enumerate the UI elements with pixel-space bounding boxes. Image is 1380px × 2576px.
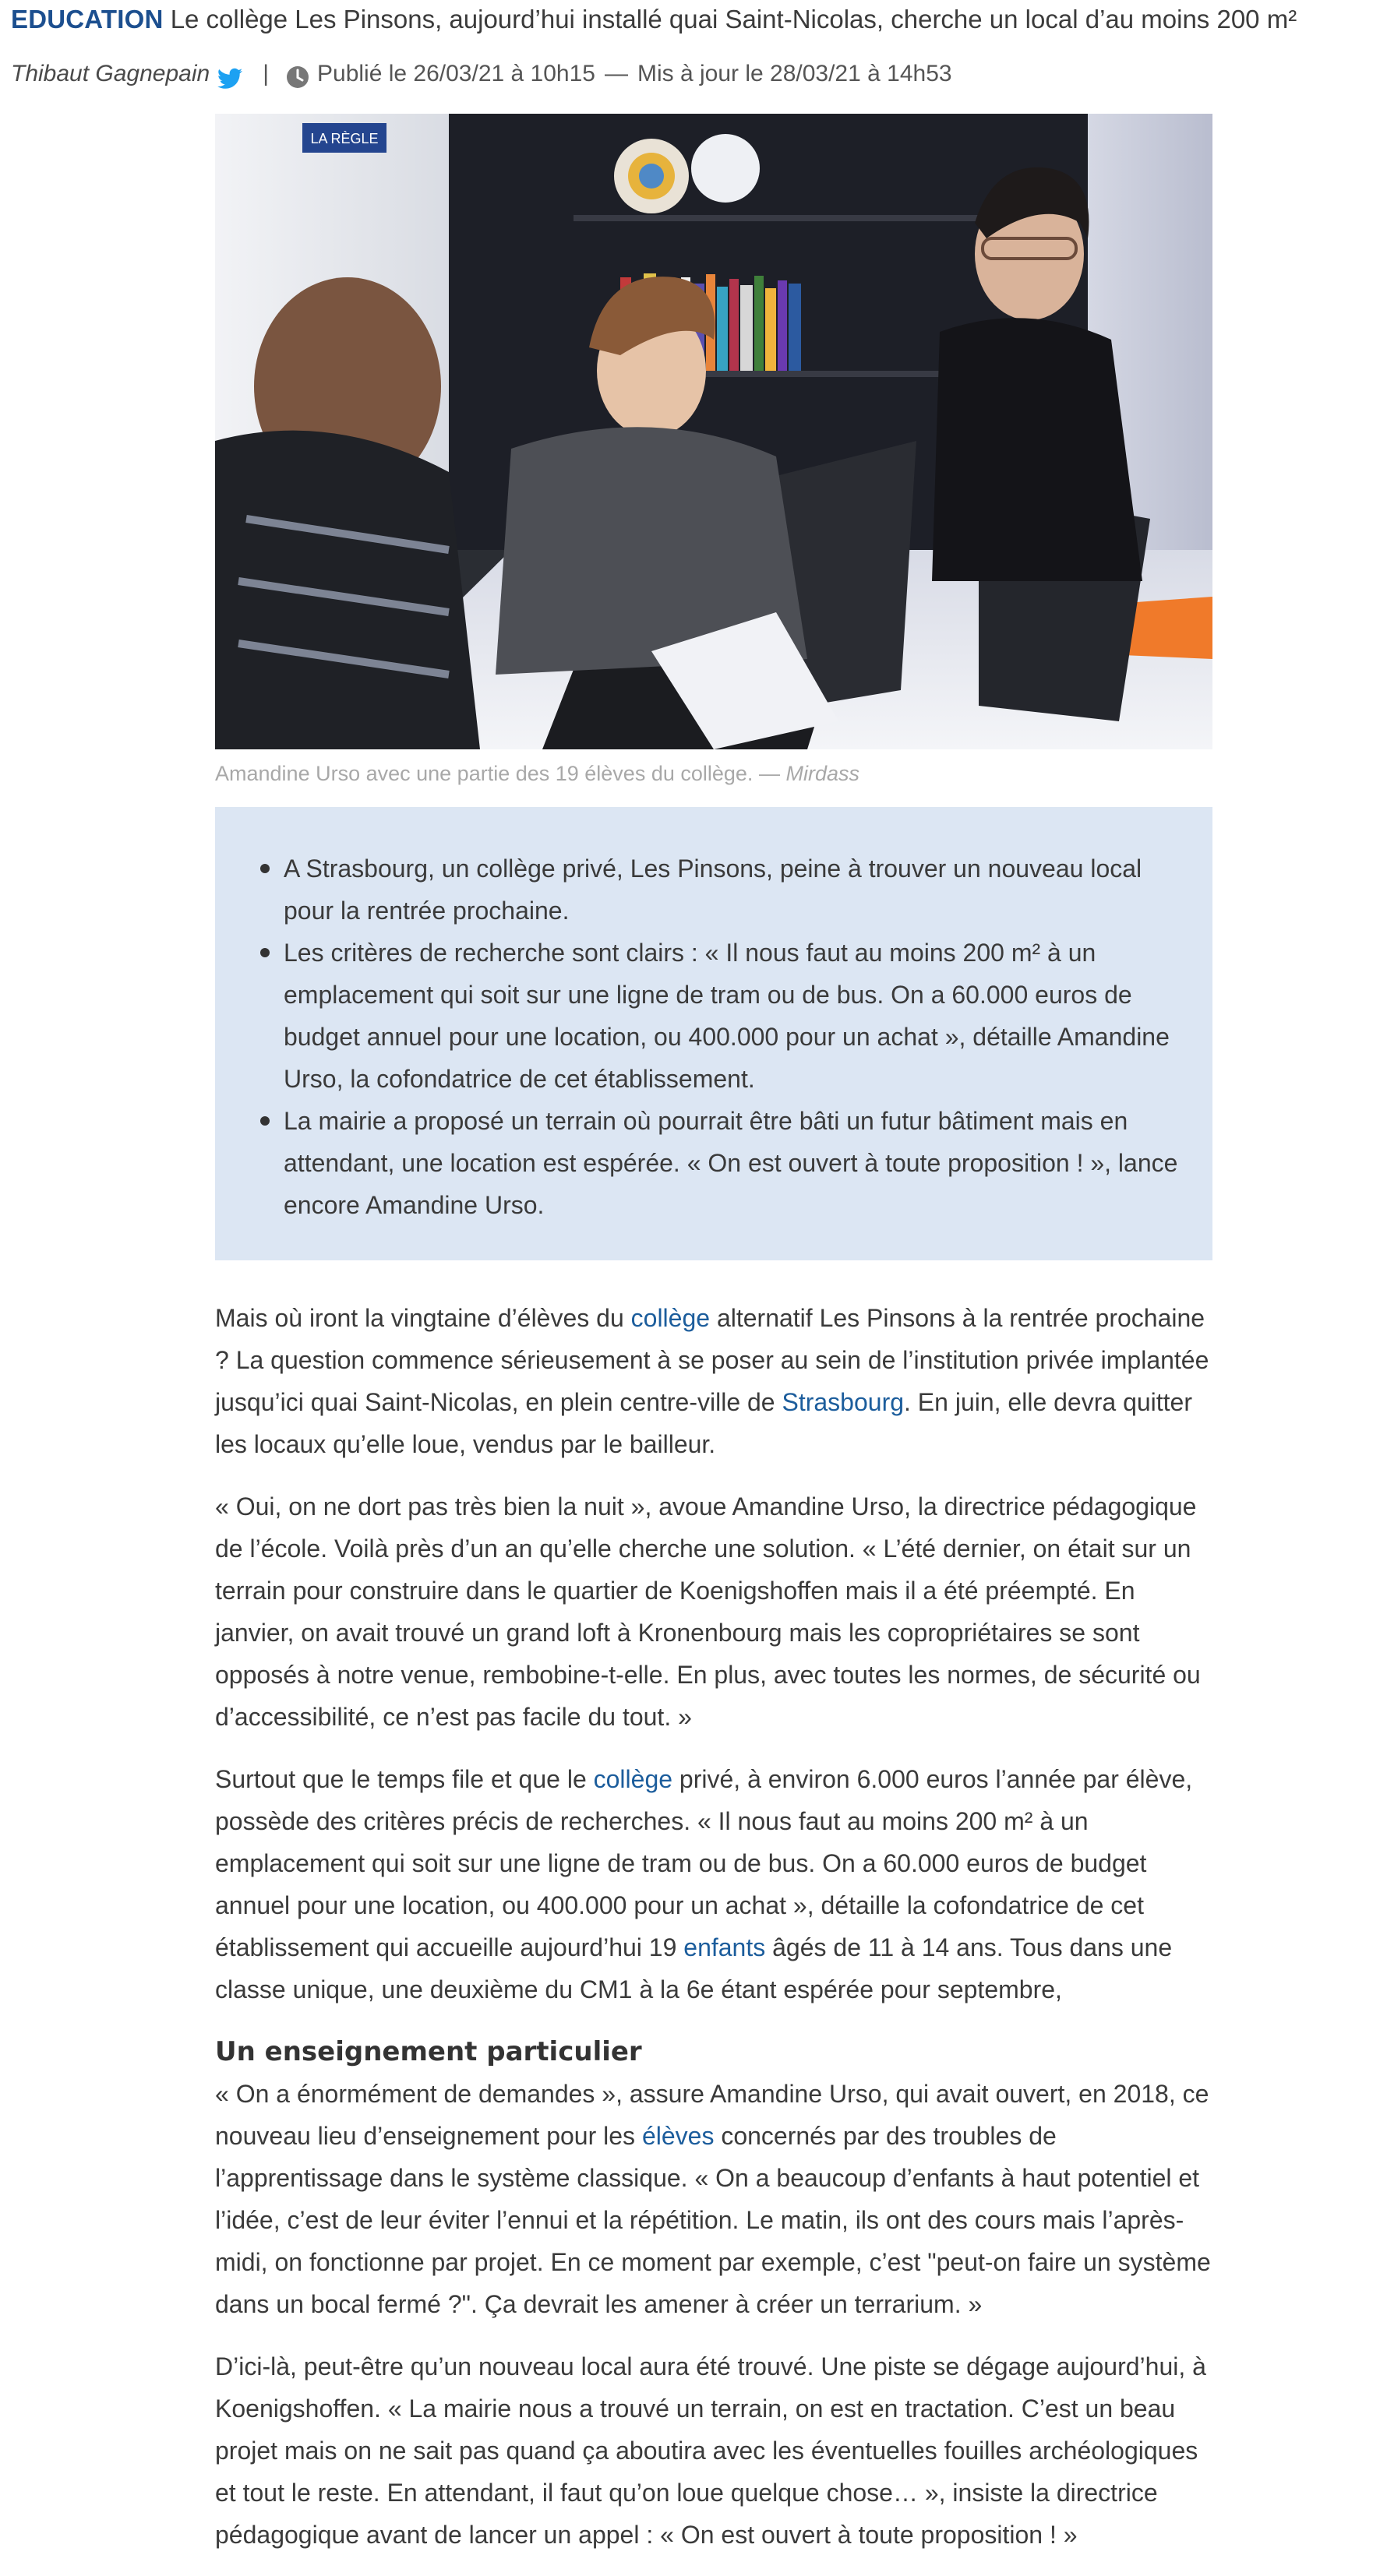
byline-separator: | (263, 61, 269, 86)
summary-item: A Strasbourg, un collège privé, Les Pinsons, peine à trouver un nouveau local pour la rentrée prochaine. (260, 848, 1188, 932)
link-college[interactable]: collège (630, 1304, 711, 1332)
article-paragraph: Mais où iront la vingtaine d’élèves du collège alternatif Les Pinsons à la rentrée prochaine ? La question commence sérieusement à se poser au sein de l’institution privée implantée jusqu’ici quai Saint-Nicolas, en plein centre-ville de Strasbourg. En juin, elle devra quitter les locaux qu’elle loue, vendus par le bailleur. (215, 1304, 1209, 1458)
link-college[interactable]: collège (593, 1765, 673, 1793)
article-paragraph: Surtout que le temps file et que le collège privé, à environ 6.000 euros l’année par élève, possède des critères précis de recherches. « Il nous faut au moins 200 m² à un emplacement qui soit sur une ligne de tram ou de bus. On a 60.000 euros de budget annuel pour une location, ou 400.000 pour un achat », détaille la cofondatrice de cet établissement qui accueille aujourd’hui 19 enfants âgés de 11 à 14 ans. Tous dans une classe unique, une deuxième du CM1 à la 6e étant espérée pour septembre, (215, 1765, 1193, 2003)
link-eleves[interactable]: élèves (641, 2122, 715, 2150)
article-paragraph: « On a énormément de demandes », assure Amandine Urso, qui avait ouvert, en 2018, ce nouveau lieu d’enseignement pour les élèves concernés par des troubles de l’apprentissage dans le système classique. « On a beaucoup d’enfants à haut potentiel et l’idée, c’est de leur éviter l’ennui et la répétition. Le matin, ils ont des cours mais l’après-midi, on fonctionne par projet. En ce moment par exemple, c’est "peut-on faire un système dans un bocal fermé ?". Ça devrait les amener à créer un terrarium. » (215, 2080, 1211, 2318)
updated-date: Mis à jour le 28/03/21 à 14h53 (637, 61, 952, 86)
link-strasbourg[interactable]: Strasbourg (782, 1388, 905, 1416)
section-subheading: Un enseignement particulier (215, 2036, 642, 2067)
twitter-icon[interactable] (217, 63, 242, 85)
summary-box (215, 807, 1212, 1260)
caption-text: Amandine Urso avec une partie des 19 élèves du collège. (215, 762, 754, 785)
section-tag[interactable]: EDUCATION (11, 5, 164, 33)
summary-list (260, 848, 1188, 1226)
summary-item: Les critères de recherche sont clairs : « Il nous faut au moins 200 m² à un emplacement qui soit sur une ligne de tram ou de bus. On a 60.000 euros de budget annuel pour une location, ou 400.000 pour un achat », détaille Amandine Urso, la cofondatrice de cet établissement. (260, 932, 1188, 1100)
clock-icon (286, 62, 309, 86)
article-headline (11, 0, 1367, 39)
article-paragraph: « Oui, on ne dort pas très bien la nuit », avoue Amandine Urso, la directrice pédagogique de l’école. Voilà près d’un an qu’elle cherche une solution. « L’été dernier, on était sur un terrain pour construire dans le quartier de Koenigshoffen mais il a été préempté. En janvier, on avait trouvé un grand loft à Kronenbourg mais les copropriétaires se sont opposés à notre venue, rembobine-t-elle. En plus, avec toutes les normes, de sécurité ou d’accessibilité, ce n’est pas facile du tout. » (215, 1492, 1201, 1731)
article-photo[interactable] (215, 114, 1212, 749)
photo-credit: Mirdass (785, 762, 859, 785)
date-dash: — (604, 61, 628, 86)
author-name[interactable]: Thibaut Gagnepain (11, 61, 210, 86)
byline (11, 55, 952, 93)
article-paragraph: D’ici-là, peut-être qu’un nouveau local aura été trouvé. Une piste se dégage aujourd’hui, à Koenigshoffen. « La mairie nous a trouvé un terrain, on est en tractation. C’est un beau projet mais on ne sait pas quand ça aboutira avec les éventuelles fouilles archéologiques et tout le reste. En attendant, il faut qu’on loue quelque chose… », insiste la directrice pédagogique avant de lancer un appel : « On est ouvert à toute proposition ! » (215, 2352, 1206, 2549)
published-date: Publié le 26/03/21 à 10h15 (317, 61, 595, 86)
photo-sign-text: LA RÈGLE (310, 131, 379, 146)
headline-title: Le collège Les Pinsons, aujourd’hui installé quai Saint-Nicolas, cherche un local d’au moins 200 m² (170, 5, 1297, 33)
photo-caption (215, 754, 1212, 793)
link-enfants[interactable]: enfants (683, 1933, 766, 1961)
summary-item: La mairie a proposé un terrain où pourrait être bâti un futur bâtiment mais en attendant, une location est espérée. « On est ouvert à toute proposition ! », lance encore Amandine Urso. (260, 1100, 1188, 1226)
article-body (215, 1297, 1212, 2576)
caption-dash: — (758, 762, 780, 785)
